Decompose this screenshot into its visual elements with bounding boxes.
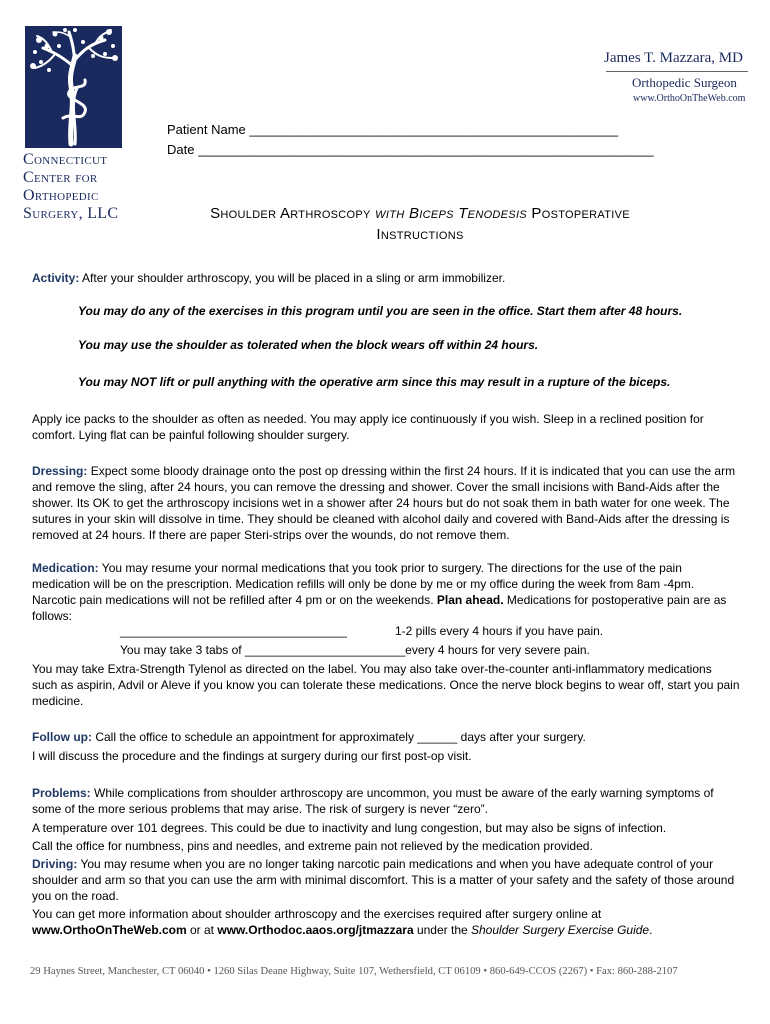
doctor-title: Orthopedic Surgeon: [632, 75, 737, 90]
followup-visit: I will discuss the procedure and the findings at surgery during our first post-op visit.: [32, 749, 472, 763]
orthoontheweb-link[interactable]: www.OrthoOnTheWeb.com: [32, 923, 187, 937]
problems-label: Problems:: [32, 786, 91, 800]
otc-paragraph: You may take Extra-Strength Tylenol as directed on the label. You may also take over-the-counter anti-inflammatory medications such as aspirin, Advil or Aleve if you know you can tolerate these medications. Once the nerve block begins to wear off, start you pain medicine.: [32, 662, 740, 708]
aaos-link[interactable]: www.Orthodoc.aaos.org/jtmazzara: [217, 923, 414, 937]
tree-icon: [25, 26, 122, 148]
date-field: Date _______________________________________________________________: [167, 142, 654, 157]
rx1-blank: __________________________________: [120, 624, 347, 638]
header-divider: [606, 71, 748, 72]
footer-address: 29 Haynes Street, Manchester, CT 06040 • 1260 Silas Deane Highway, Suite 107, Wethersfield, CT 06109 • 860-649-CCOS (2267) • Fax: 860-288-2107: [30, 966, 678, 977]
logo-text-line2: Center for: [23, 169, 98, 186]
activity-note-exercises: You may do any of the exercises in this program until you are seen in the office. Start them after 48 hours.: [78, 304, 683, 318]
page-title-line2: Instructions: [376, 226, 464, 243]
medication-label: Medication:: [32, 561, 99, 575]
medication-paragraph: Medication: You may resume your normal medications that you took prior to surgery. The directions for the use of the pain medication will be on the prescription. Medication refills will only be done by me or my office during the week from 8am -4pm. Narcotic pain medications will not be refilled after 4 pm or on the weekends. Plan ahead. Medications for postoperative pain are as follows:: [32, 561, 727, 623]
dressing-paragraph: Dressing: Expect some bloody drainage onto the post op dressing within the first 24 hours. If it is indicated that you can use the arm and remove the sling, after 24 hours, you can remove the dressing and shower. Cover the small incisions with Band-Aids after the shower. Its OK to get the arthroscopy incisions wet in a shower after 24 hours but do not soak them in bath water for one week. The sutures in your skin will dissolve in time. They should be cleaned with alcohol daily and covered with Band-Aids after the dressing is removed at 24 hours. If there are paper Steri-strips over the wounds, do not remove them.: [32, 464, 736, 542]
ice-paragraph: Apply ice packs to the shoulder as often as needed. You may apply ice continuously if you wish. Sleep in a reclined position for comfort. Lying flat can be painful following shoulder surgery.: [32, 412, 704, 442]
problems-temperature: A temperature over 101 degrees. This could be due to inactivity and lung congestion, but may also be signs of infection.: [32, 821, 667, 835]
followup-paragraph: Follow up: Call the office to schedule an appointment for approximately ______ days after your surgery.: [32, 730, 586, 744]
dressing-label: Dressing:: [32, 464, 88, 478]
activity-paragraph: Activity: After your shoulder arthroscopy, you will be placed in a sling or arm immobilizer.: [32, 271, 506, 285]
doctor-website: www.OrthoOnTheWeb.com: [633, 93, 746, 104]
logo-text-line3: Orthopedic: [23, 187, 99, 204]
driving-label: Driving:: [32, 857, 78, 871]
problems-call-office: Call the office for numbness, pins and needles, and extreme pain not relieved by the medication provided.: [32, 839, 593, 853]
doctor-name: James T. Mazzara, MD: [604, 50, 743, 66]
followup-label: Follow up:: [32, 730, 92, 744]
activity-note-lift: You may NOT lift or pull anything with the operative arm since this may result in a rupture of the biceps.: [78, 375, 671, 389]
logo-text-line1: Connecticut: [23, 151, 108, 168]
problems-paragraph: Problems: While complications from shoulder arthroscopy are uncommon, you must be aware of the early warning symptoms of some of the more serious problems that may arise. The risk of surgery is never “zero”.: [32, 786, 714, 816]
logo-text-line4: Surgery, LLC: [23, 205, 119, 222]
activity-label: Activity:: [32, 271, 80, 285]
practice-logo: [25, 26, 122, 148]
patient-name-field: Patient Name ___________________________________________________: [167, 122, 619, 137]
more-info-paragraph: You can get more information about shoulder arthroscopy and the exercises required after surgery online at www.OrthoOnTheWeb.com or at www.Orthodoc.aaos.org/jtmazzara under the Shoulder Surgery Exercise Guide.: [32, 907, 653, 937]
driving-paragraph: Driving: You may resume when you are no longer taking narcotic pain medications and when you have adequate control of your shoulder and arm so that you can use the arm with minimal discomfort. This is a matter of your safety and the safety of those around you on the road.: [32, 857, 735, 903]
page-title: Shoulder Arthroscopy with Biceps Tenodesis Postoperative: [210, 205, 630, 222]
rx1-dose: 1-2 pills every 4 hours if you have pain.: [395, 624, 604, 638]
rx2-line: You may take 3 tabs of ________________________every 4 hours for very severe pain.: [120, 643, 590, 657]
activity-note-shoulder: You may use the shoulder as tolerated when the block wears off within 24 hours.: [78, 338, 539, 352]
